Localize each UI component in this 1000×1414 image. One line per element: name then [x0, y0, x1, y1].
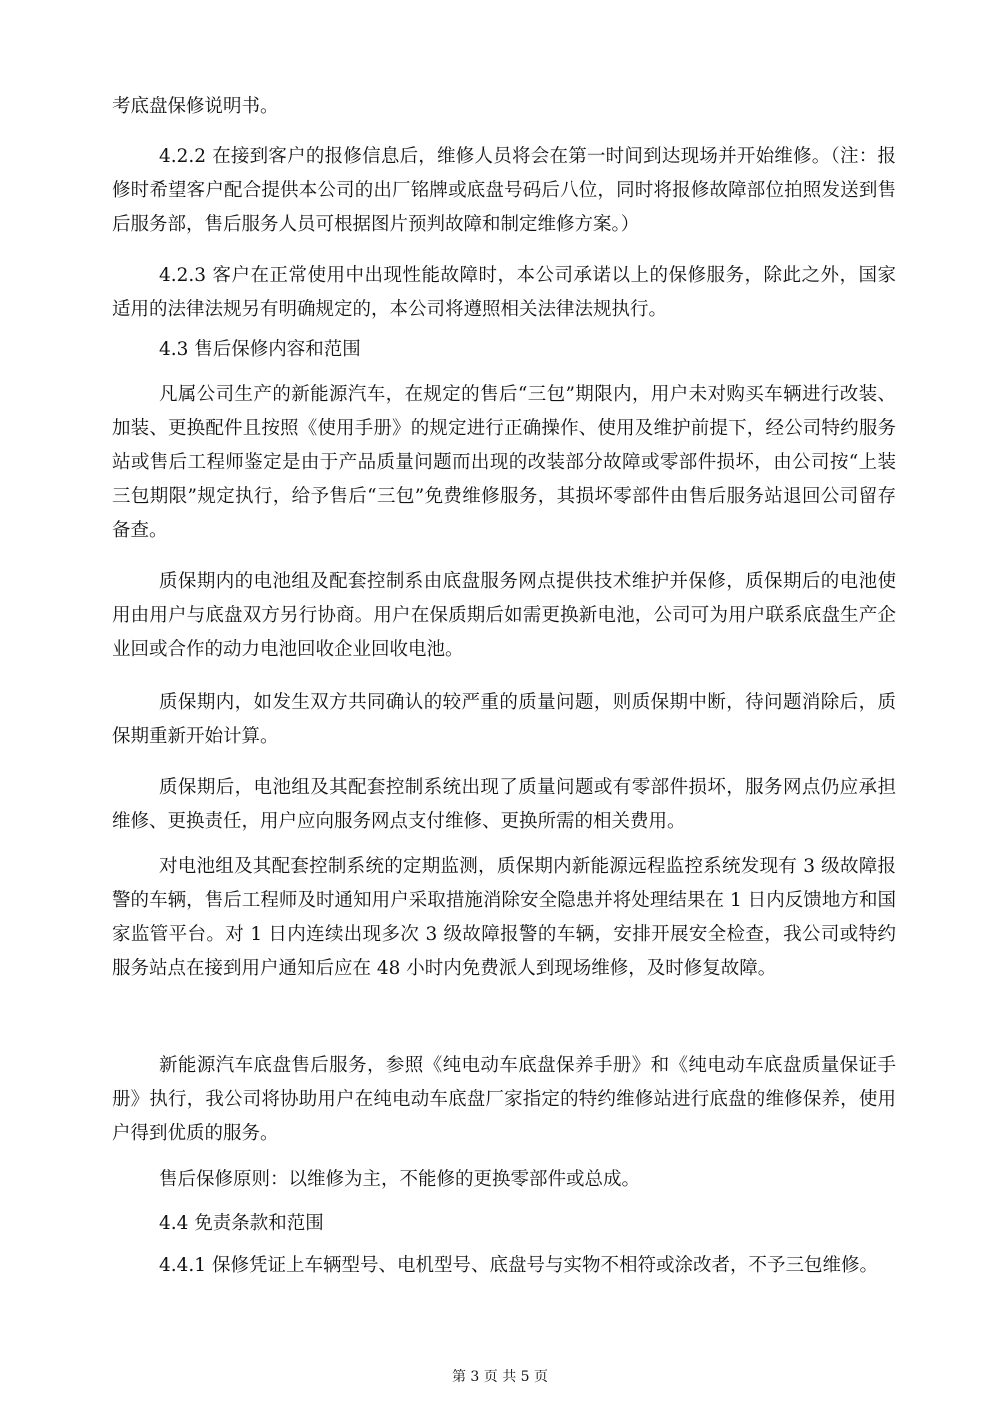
paragraph-repair-principle: 售后保修原则：以维修为主，不能修的更换零部件或总成。 [159, 1169, 641, 1190]
paragraph-continuation: 考底盘保修说明书。 [112, 96, 279, 117]
section-heading-4-3: 4.3 售后保修内容和范围 [159, 339, 361, 360]
paragraph-post-warranty: 质保期后，电池组及其配套控制系统出现了质量问题或有零部件损坏，服务网点仍应承担维修、更换责任，用户应向服务网点支付维修、更换所需的相关费用。 [112, 777, 896, 832]
paragraph-battery-warranty: 质保期内的电池组及配套控制系由底盘服务网点提供技术维护并保修，质保期后的电池使用由用户与底盘双方另行协商。用户在保质期后如需更换新电池，公司可为用户联系底盘生产企业回或合作的动力电池回收企业回收电池。 [112, 571, 896, 660]
paragraph-monitoring: 对电池组及其配套控制系统的定期监测，质保期内新能源远程监控系统发现有 3 级故障报警的车辆，售后工程师及时通知用户采取措施消除安全隐患并将处理结果在 1 日内反馈地方和国家监管平台。对 1 日内连续出现多次 3 级故障报警的车辆，安排开展安全检查，我公司或特约服务站点在接到用户通知后应在 48 小时内免费派人到现场维修，及时修复故障。 [112, 856, 896, 979]
paragraph-4-2-3: 4.2.3 客户在正常使用中出现性能故障时，本公司承诺以上的保修服务，除此之外，国家适用的法律法规另有明确规定的，本公司将遵照相关法律法规执行。 [112, 265, 896, 320]
section-heading-4-4: 4.4 免责条款和范围 [159, 1213, 324, 1234]
paragraph-chassis-service: 新能源汽车底盘售后服务，参照《纯电动车底盘保养手册》和《纯电动车底盘质量保证手册》执行，我公司将协助用户在纯电动车底盘厂家指定的特约维修站进行底盘的维修保养，使用户得到优质的服务。 [112, 1055, 896, 1144]
paragraph-three-guarantees: 凡属公司生产的新能源汽车，在规定的售后“三包”期限内，用户未对购买车辆进行改装、加装、更换配件且按照《使用手册》的规定进行正确操作、使用及维护前提下，经公司特约服务站或售后工程师鉴定是由于产品质量问题而出现的改装部分故障或零部件损坏，由公司按“上装三包期限”规定执行，给予售后“三包”免费维修服务，其损坏零部件由售后服务站退回公司留存备查。 [112, 384, 896, 541]
paragraph-4-2-2: 4.2.2 在接到客户的报修信息后，维修人员将会在第一时间到达现场并开始维修。（注：报修时希望客户配合提供本公司的出厂铭牌或底盘号码后八位，同时将报修故障部位拍照发送到售后服务部，售后服务人员可根据图片预判故障和制定维修方案。） [112, 146, 896, 235]
paragraph-warranty-interruption: 质保期内，如发生双方共同确认的较严重的质量问题，则质保期中断，待问题消除后，质保期重新开始计算。 [112, 692, 896, 747]
paragraph-4-4-1: 4.4.1 保修凭证上车辆型号、电机型号、底盘号与实物不相符或涂改者，不予三包维修。 [159, 1255, 878, 1276]
page-number-footer: 第 3 页 共 5 页 [451, 1369, 549, 1385]
